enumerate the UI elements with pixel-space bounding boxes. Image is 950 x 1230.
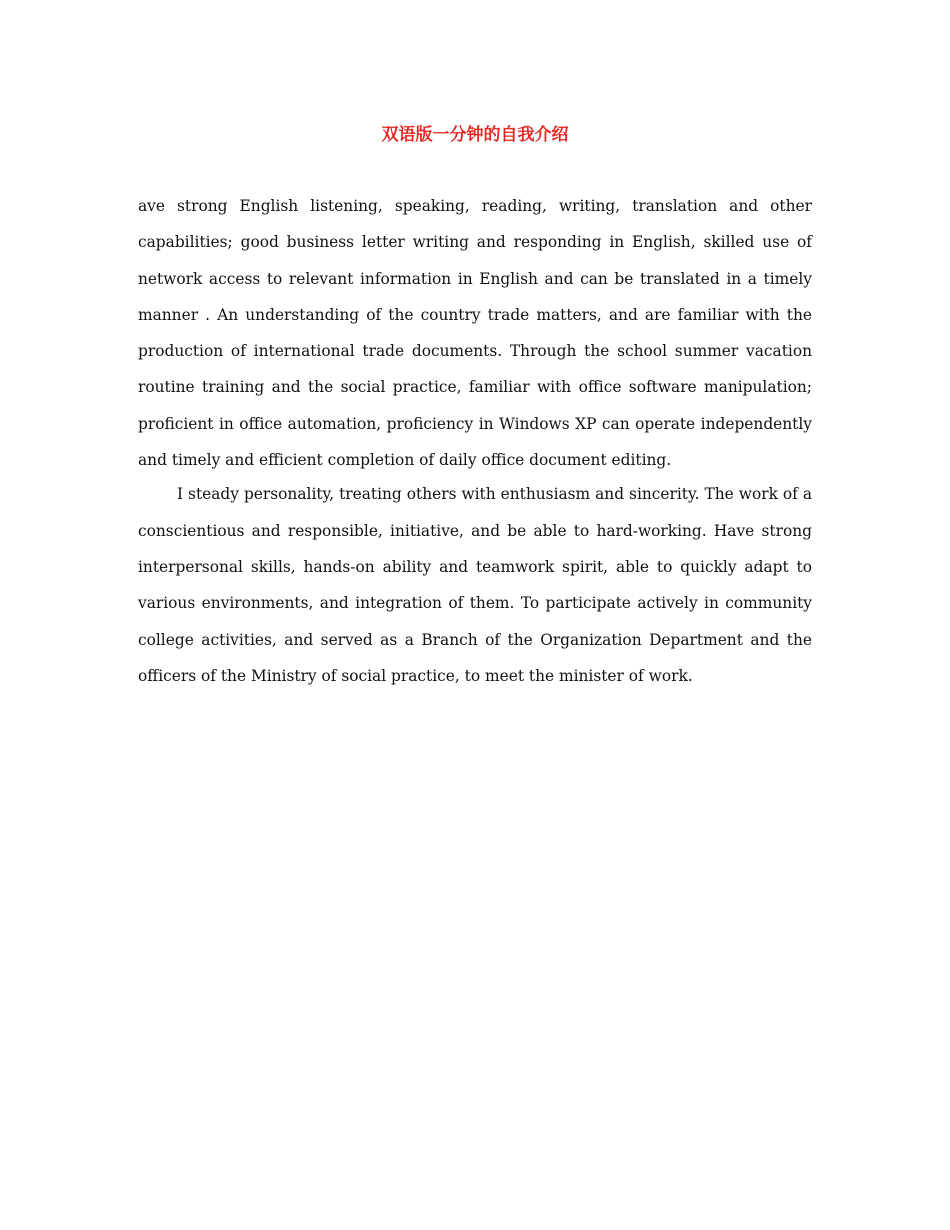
document-title: 双语版一分钟的自我介绍 xyxy=(381,125,569,145)
paragraph-skills: ave strong English listening, speaking, reading, writing, translation and other capabilities; good business letter writing and responding in English, skilled use of network access to relevant information in English and can be translated in a timely manner . An understanding of the country trade matters, and are familiar with the production of international trade documents. Through the school summer vacation routine training and the social practice, familiar with office software manipulation; proficient in office automation, proficiency in Windows XP can operate independently and timely and efficient completion of daily office document editing. xyxy=(138,197,812,470)
paragraph-personality: I steady personality, treating others with enthusiasm and sincerity. The work of a conscientious and responsible, initiative, and be able to hard-working. Have strong interpersonal skills, hands-on ability and teamwork spirit, able to quickly adapt to various environments, and integration of them. To participate actively in community college activities, and served as a Branch of the Organization Department and the officers of the Ministry of social practice, to meet the minister of work. xyxy=(138,485,812,685)
document-body xyxy=(138,188,812,694)
